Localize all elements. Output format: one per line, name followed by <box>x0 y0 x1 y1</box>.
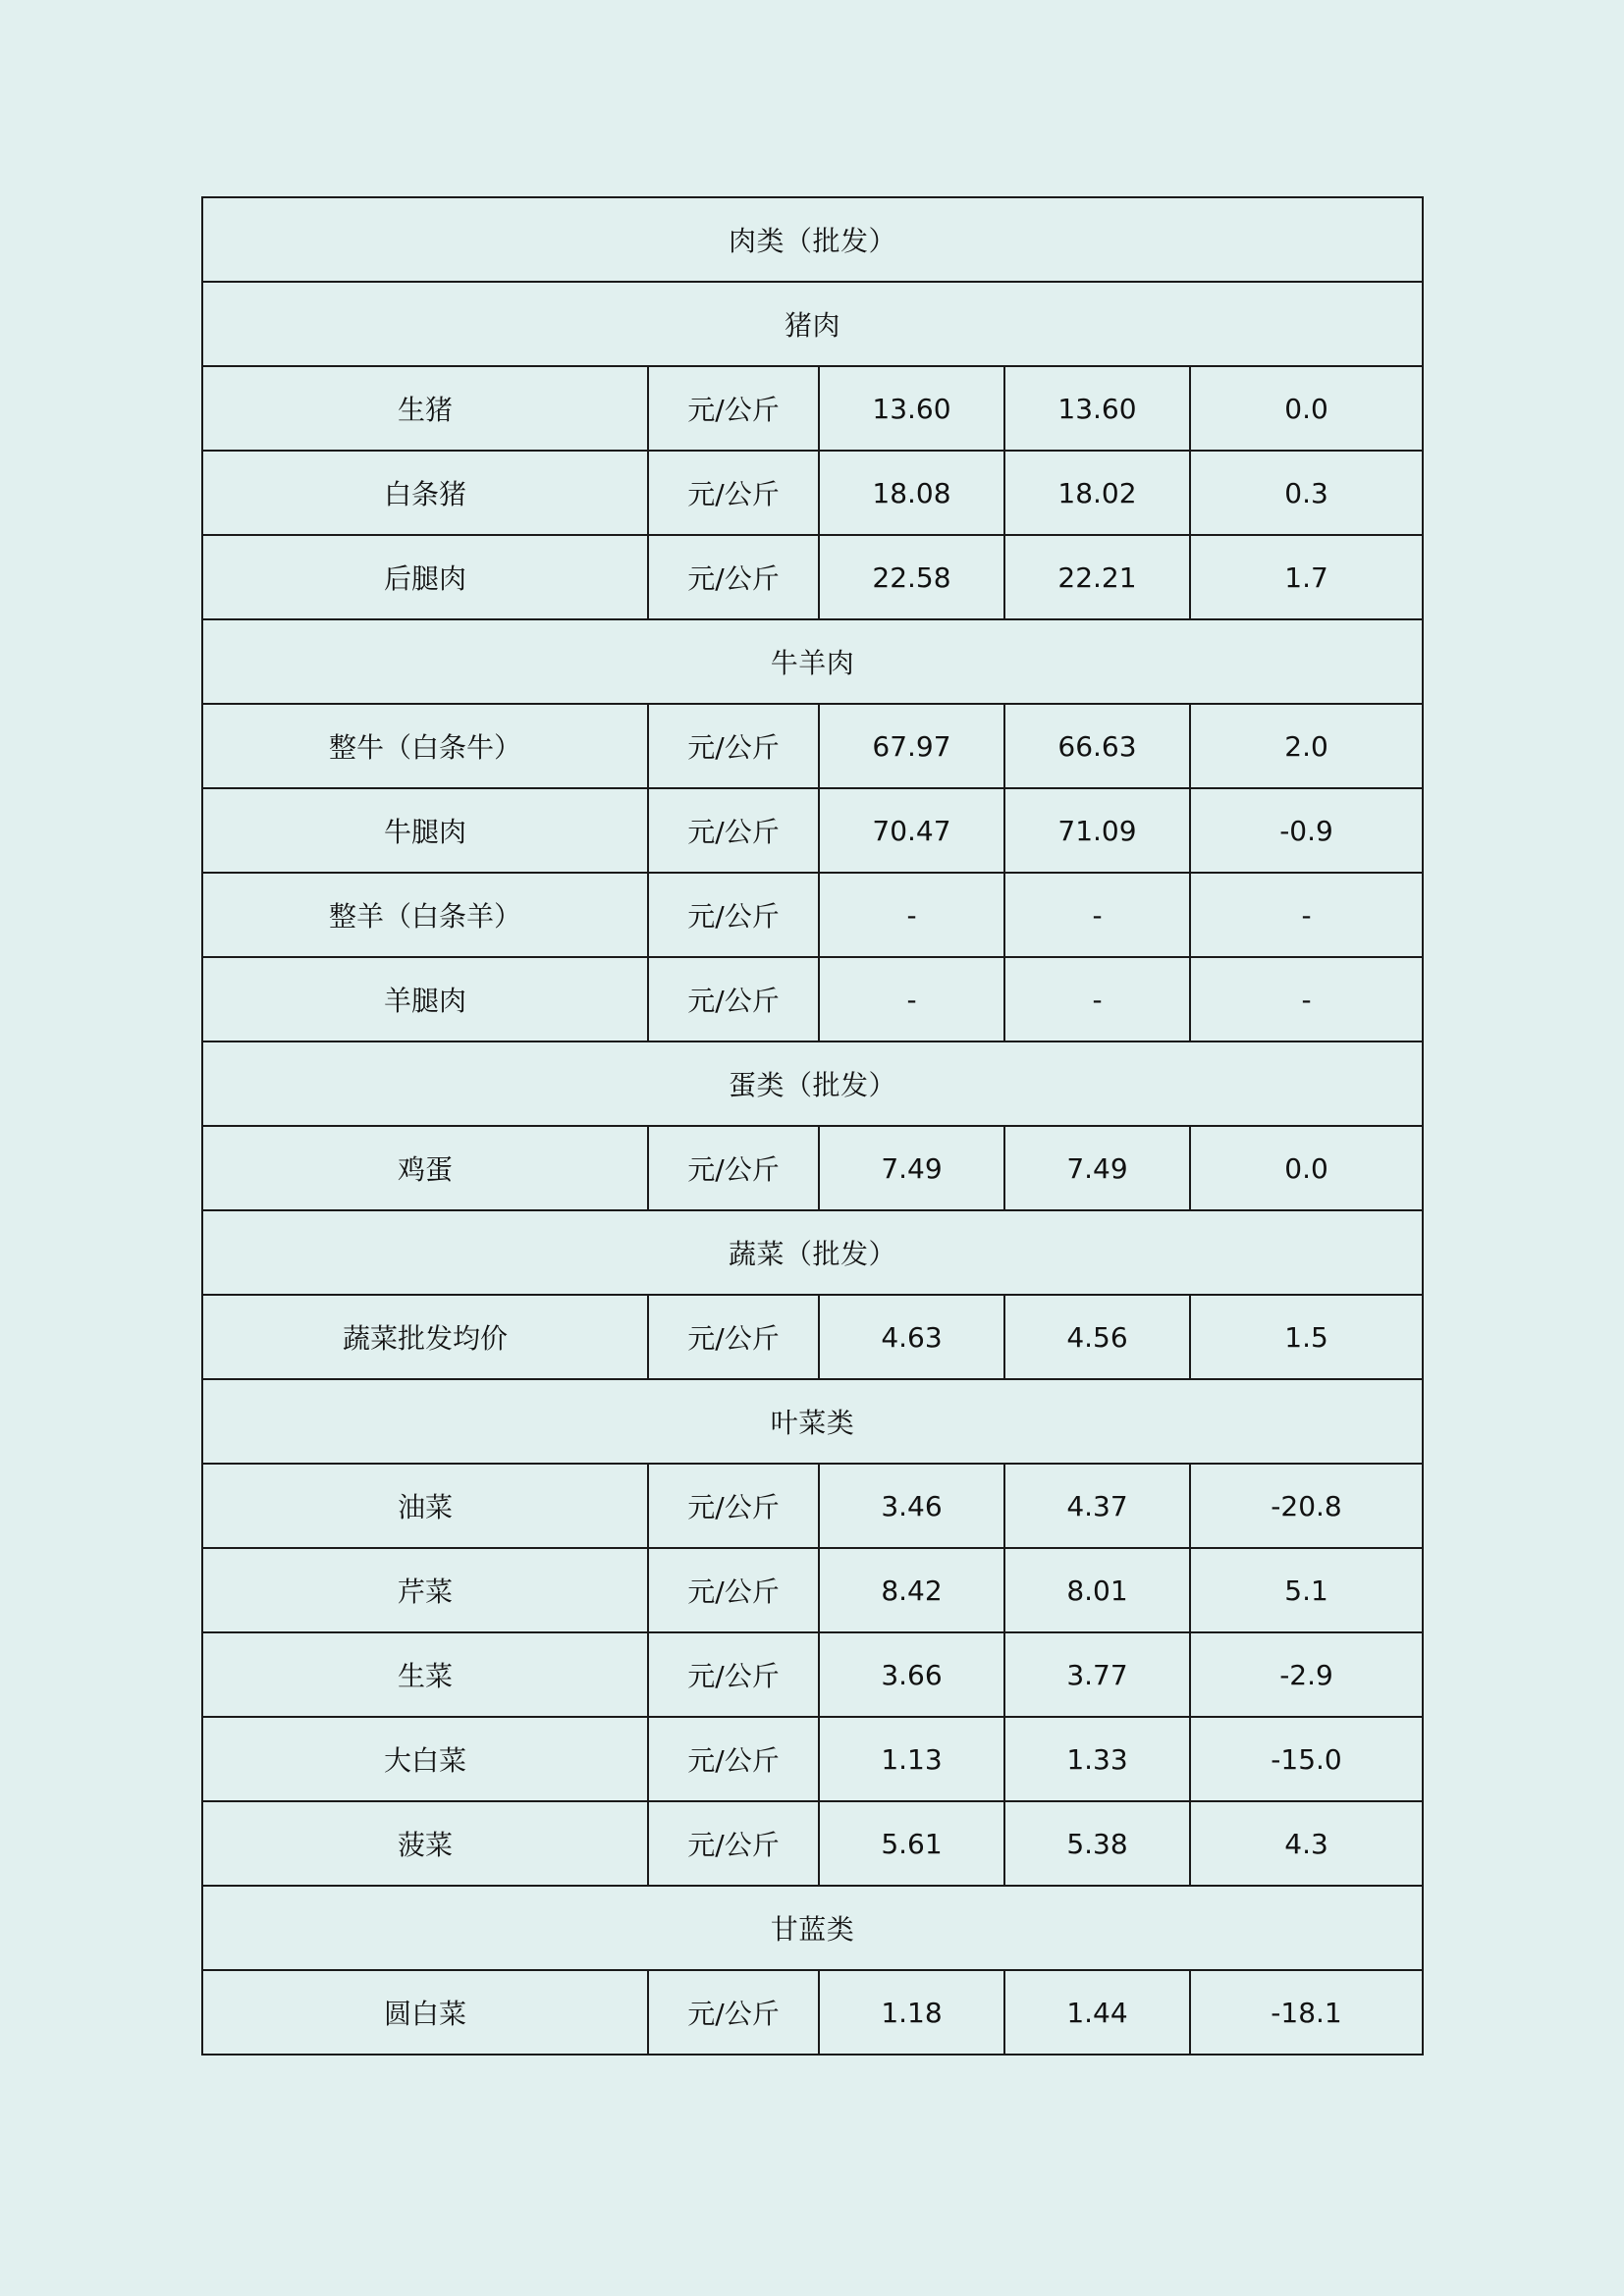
unit-cell: 元/公斤 <box>648 1632 819 1717</box>
change-percent-cell: 1.5 <box>1190 1295 1423 1379</box>
section-title: 牛羊肉 <box>202 619 1423 704</box>
previous-price-cell: 4.37 <box>1004 1464 1190 1548</box>
change-percent-cell: 0.0 <box>1190 366 1423 451</box>
section-header-row <box>202 1210 1423 1295</box>
item-name-cell: 生猪 <box>202 366 648 451</box>
previous-price-cell: 1.44 <box>1004 1970 1190 2055</box>
table-row <box>202 873 1423 957</box>
unit-cell: 元/公斤 <box>648 1126 819 1210</box>
current-price-cell: 70.47 <box>819 788 1004 873</box>
previous-price-cell: 13.60 <box>1004 366 1190 451</box>
previous-price-cell: 22.21 <box>1004 535 1190 619</box>
current-price-cell: 4.63 <box>819 1295 1004 1379</box>
unit-cell: 元/公斤 <box>648 1717 819 1801</box>
item-name-cell: 牛腿肉 <box>202 788 648 873</box>
section-header-row <box>202 282 1423 366</box>
current-price-cell: 8.42 <box>819 1548 1004 1632</box>
current-price-cell: - <box>819 873 1004 957</box>
unit-cell: 元/公斤 <box>648 535 819 619</box>
price-table-body <box>202 197 1423 2055</box>
table-row <box>202 535 1423 619</box>
change-percent-cell: 0.3 <box>1190 451 1423 535</box>
current-price-cell: 7.49 <box>819 1126 1004 1210</box>
current-price-cell: 1.18 <box>819 1970 1004 2055</box>
change-percent-cell: 1.7 <box>1190 535 1423 619</box>
table-row <box>202 1295 1423 1379</box>
current-price-cell: 22.58 <box>819 535 1004 619</box>
change-percent-cell: 0.0 <box>1190 1126 1423 1210</box>
current-price-cell: 13.60 <box>819 366 1004 451</box>
section-header-row <box>202 619 1423 704</box>
previous-price-cell: 18.02 <box>1004 451 1190 535</box>
change-percent-cell: -20.8 <box>1190 1464 1423 1548</box>
section-header-row <box>202 1379 1423 1464</box>
item-name-cell: 后腿肉 <box>202 535 648 619</box>
unit-cell: 元/公斤 <box>648 451 819 535</box>
table-row <box>202 366 1423 451</box>
unit-cell: 元/公斤 <box>648 873 819 957</box>
unit-cell: 元/公斤 <box>648 366 819 451</box>
change-percent-cell: -15.0 <box>1190 1717 1423 1801</box>
section-header-row <box>202 197 1423 282</box>
previous-price-cell: 5.38 <box>1004 1801 1190 1886</box>
previous-price-cell: 7.49 <box>1004 1126 1190 1210</box>
previous-price-cell: - <box>1004 957 1190 1041</box>
table-row <box>202 704 1423 788</box>
table-row <box>202 1126 1423 1210</box>
previous-price-cell: - <box>1004 873 1190 957</box>
unit-cell: 元/公斤 <box>648 1801 819 1886</box>
item-name-cell: 圆白菜 <box>202 1970 648 2055</box>
section-header-row <box>202 1886 1423 1970</box>
change-percent-cell: 5.1 <box>1190 1548 1423 1632</box>
current-price-cell: 5.61 <box>819 1801 1004 1886</box>
change-percent-cell: -0.9 <box>1190 788 1423 873</box>
table-row <box>202 957 1423 1041</box>
current-price-cell: 1.13 <box>819 1717 1004 1801</box>
unit-cell: 元/公斤 <box>648 1548 819 1632</box>
current-price-cell: 18.08 <box>819 451 1004 535</box>
current-price-cell: 3.66 <box>819 1632 1004 1717</box>
item-name-cell: 整牛（白条牛） <box>202 704 648 788</box>
table-row <box>202 451 1423 535</box>
previous-price-cell: 4.56 <box>1004 1295 1190 1379</box>
section-title: 蛋类（批发） <box>202 1041 1423 1126</box>
change-percent-cell: - <box>1190 873 1423 957</box>
item-name-cell: 大白菜 <box>202 1717 648 1801</box>
table-row <box>202 1632 1423 1717</box>
unit-cell: 元/公斤 <box>648 788 819 873</box>
item-name-cell: 蔬菜批发均价 <box>202 1295 648 1379</box>
unit-cell: 元/公斤 <box>648 1970 819 2055</box>
previous-price-cell: 66.63 <box>1004 704 1190 788</box>
section-title: 甘蓝类 <box>202 1886 1423 1970</box>
previous-price-cell: 3.77 <box>1004 1632 1190 1717</box>
current-price-cell: 67.97 <box>819 704 1004 788</box>
change-percent-cell: 4.3 <box>1190 1801 1423 1886</box>
unit-cell: 元/公斤 <box>648 1464 819 1548</box>
section-title: 叶菜类 <box>202 1379 1423 1464</box>
unit-cell: 元/公斤 <box>648 957 819 1041</box>
previous-price-cell: 1.33 <box>1004 1717 1190 1801</box>
previous-price-cell: 71.09 <box>1004 788 1190 873</box>
item-name-cell: 整羊（白条羊） <box>202 873 648 957</box>
section-title: 肉类（批发） <box>202 197 1423 282</box>
item-name-cell: 鸡蛋 <box>202 1126 648 1210</box>
item-name-cell: 白条猪 <box>202 451 648 535</box>
current-price-cell: 3.46 <box>819 1464 1004 1548</box>
table-row <box>202 1717 1423 1801</box>
section-title: 蔬菜（批发） <box>202 1210 1423 1295</box>
table-row <box>202 1801 1423 1886</box>
table-row <box>202 1548 1423 1632</box>
section-title: 猪肉 <box>202 282 1423 366</box>
change-percent-cell: 2.0 <box>1190 704 1423 788</box>
item-name-cell: 油菜 <box>202 1464 648 1548</box>
item-name-cell: 菠菜 <box>202 1801 648 1886</box>
change-percent-cell: - <box>1190 957 1423 1041</box>
change-percent-cell: -2.9 <box>1190 1632 1423 1717</box>
price-table <box>201 196 1424 2056</box>
change-percent-cell: -18.1 <box>1190 1970 1423 2055</box>
item-name-cell: 生菜 <box>202 1632 648 1717</box>
current-price-cell: - <box>819 957 1004 1041</box>
table-row <box>202 1464 1423 1548</box>
previous-price-cell: 8.01 <box>1004 1548 1190 1632</box>
item-name-cell: 羊腿肉 <box>202 957 648 1041</box>
table-row <box>202 788 1423 873</box>
table-row <box>202 1970 1423 2055</box>
unit-cell: 元/公斤 <box>648 1295 819 1379</box>
unit-cell: 元/公斤 <box>648 704 819 788</box>
item-name-cell: 芹菜 <box>202 1548 648 1632</box>
section-header-row <box>202 1041 1423 1126</box>
